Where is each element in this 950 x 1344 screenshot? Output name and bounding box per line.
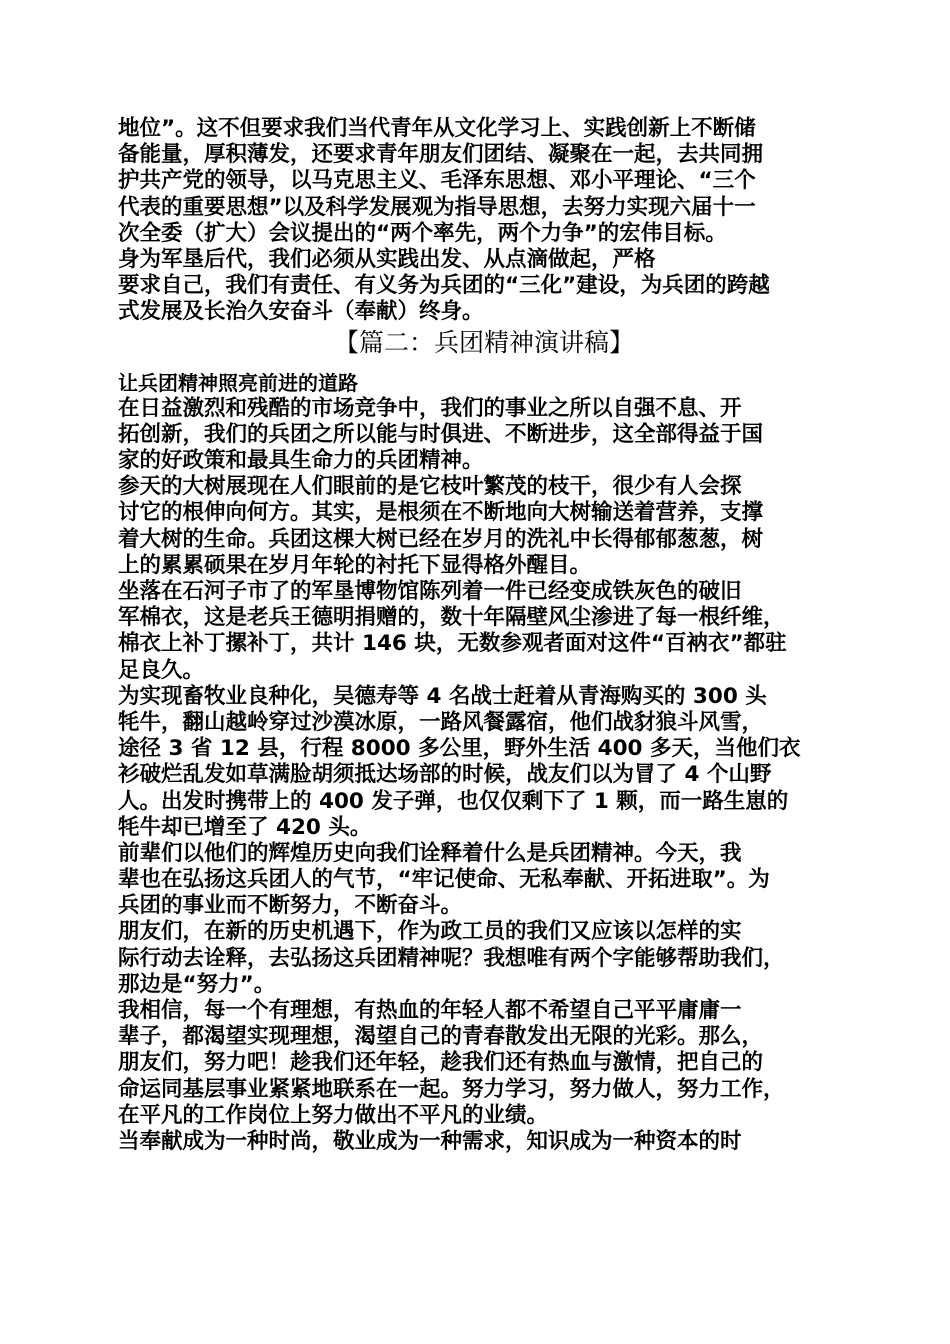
text-line: 备能量，厚积薄发，还要求青年朋友们团结、凝聚在一起，去共同拥 [118,142,764,168]
text-line: 地位”。这不但要求我们当代青年从文化学习上、实践创新上不断储 [118,116,756,141]
text-line: 家的好政策和最具生命力的兵团精神。 [118,448,484,474]
text-line: 牦牛却已增至了 420 头。 [118,814,372,840]
text-line: 我相信，每一个有理想，有热血的年轻人都不希望自己平平庸庸一 [118,998,742,1023]
text-line: 辈也在弘扬这兵团人的气节，“牢记使命、无私奉献、开拓进取”。为 [118,867,770,893]
text-line: 棉衣上补丁摞补丁，共计 146 块，无数参观者面对这件“百衲衣”都驻 [118,631,787,657]
text-line: 际行动去诠释，去弘扬这兵团精神呢？我想唯有两个字能够帮助我们， [118,945,785,971]
text-line: 牦牛，翻山越岭穿过沙漠冰原，一路风餐露宿，他们战豺狼斗风雪， [118,709,764,735]
text-line: 前辈们以他们的辉煌历史向我们诠释着什么是兵团精神。今天，我 [118,840,742,866]
paragraph-block-before-heading [118,116,850,326]
text-line: 式发展及长治久安奋斗（奉献）终身。 [118,299,484,325]
text-line: 途径 3 省 12 县，行程 8000 多公里，野外生活 400 多天，当他们衣 [118,736,801,762]
section-heading: 【篇二：兵团精神演讲稿】 [333,327,634,357]
document-body [118,116,850,1155]
text-line: 参天的大树展现在人们眼前的是它枝叶繁茂的枝干，很少有人会探 [118,474,742,500]
text-line: 次全委（扩大）会议提出的“两个率先，两个力争”的宏伟目标。 [118,220,727,246]
text-line: 人。出发时携带上的 400 发子弹，也仅仅剩下了 1 颗，而一路生崽的 [118,788,789,814]
text-line: 当奉献成为一种时尚，敬业成为一种需求，知识成为一种资本的时 [118,1128,742,1154]
text-line: 朋友们，在新的历史机遇下，作为政工员的我们又应该以怎样的实 [118,919,742,945]
text-line: 讨它的根伸向何方。其实，是根须在不断地向大树输送着营养，支撑 [118,500,764,526]
text-line: 辈子，都渴望实现理想，渴望自己的青春散发出无限的光彩。那么， [118,1024,764,1050]
text-line: 在平凡的工作岗位上努力做出不平凡的业绩。 [118,1102,549,1128]
text-line: 那边是“努力”。 [118,971,276,997]
text-line: 坐落在石河子市了的军垦博物馆陈列着一件已经变成铁灰色的破旧 [118,579,742,604]
text-line: 命运同基层事业紧紧地联系在一起。努力学习，努力做人，努力工作， [118,1076,785,1102]
text-line: 上的累累硕果在岁月年轮的衬托下显得格外醒目。 [118,552,592,578]
text-line: 拓创新，我们的兵团之所以能与时俱进、不断进步，这全部得益于国 [118,421,764,447]
text-line: 衫破烂乱发如草满脸胡须抵达场部的时候，战友们以为冒了 4 个山野 [118,762,772,788]
paragraph-block-after-heading [118,396,850,1155]
text-line: 着大树的生命。兵团这棵大树已经在岁月的洗礼中长得郁郁葱葱，树 [118,526,764,552]
text-line: 朋友们，努力吧！趁我们还年轻，趁我们还有热血与激情，把自己的 [118,1050,764,1076]
text-line: 为实现畜牧业良种化，吴德寿等 4 名战士赶着从青海购买的 300 头 [118,683,767,709]
text-line: 在日益激烈和残酷的市场竞争中，我们的事业之所以自强不息、开 [118,395,742,421]
text-line: 护共产党的领导，以马克思主义、毛泽东思想、邓小平理论、“三个 [118,168,756,194]
text-line: 足良久。 [118,657,205,683]
text-line: 要求自己，我们有责任、有义务为兵团的“三化”建设，为兵团的跨越 [118,273,770,299]
text-line: 代表的重要思想”以及科学发展观为指导思想，去努力实现六届十一 [118,194,756,220]
text-line: 身为军垦后代，我们必须从实践出发、从点滴做起，严格 [118,246,656,272]
text-line: 军棉衣，这是老兵王德明捐赠的，数十年隔壁风尘渗进了每一根纤维， [118,605,785,631]
speech-title: 让兵团精神照亮前进的道路 [118,370,358,395]
text-line: 兵团的事业而不断努力，不断奋斗。 [118,893,463,919]
